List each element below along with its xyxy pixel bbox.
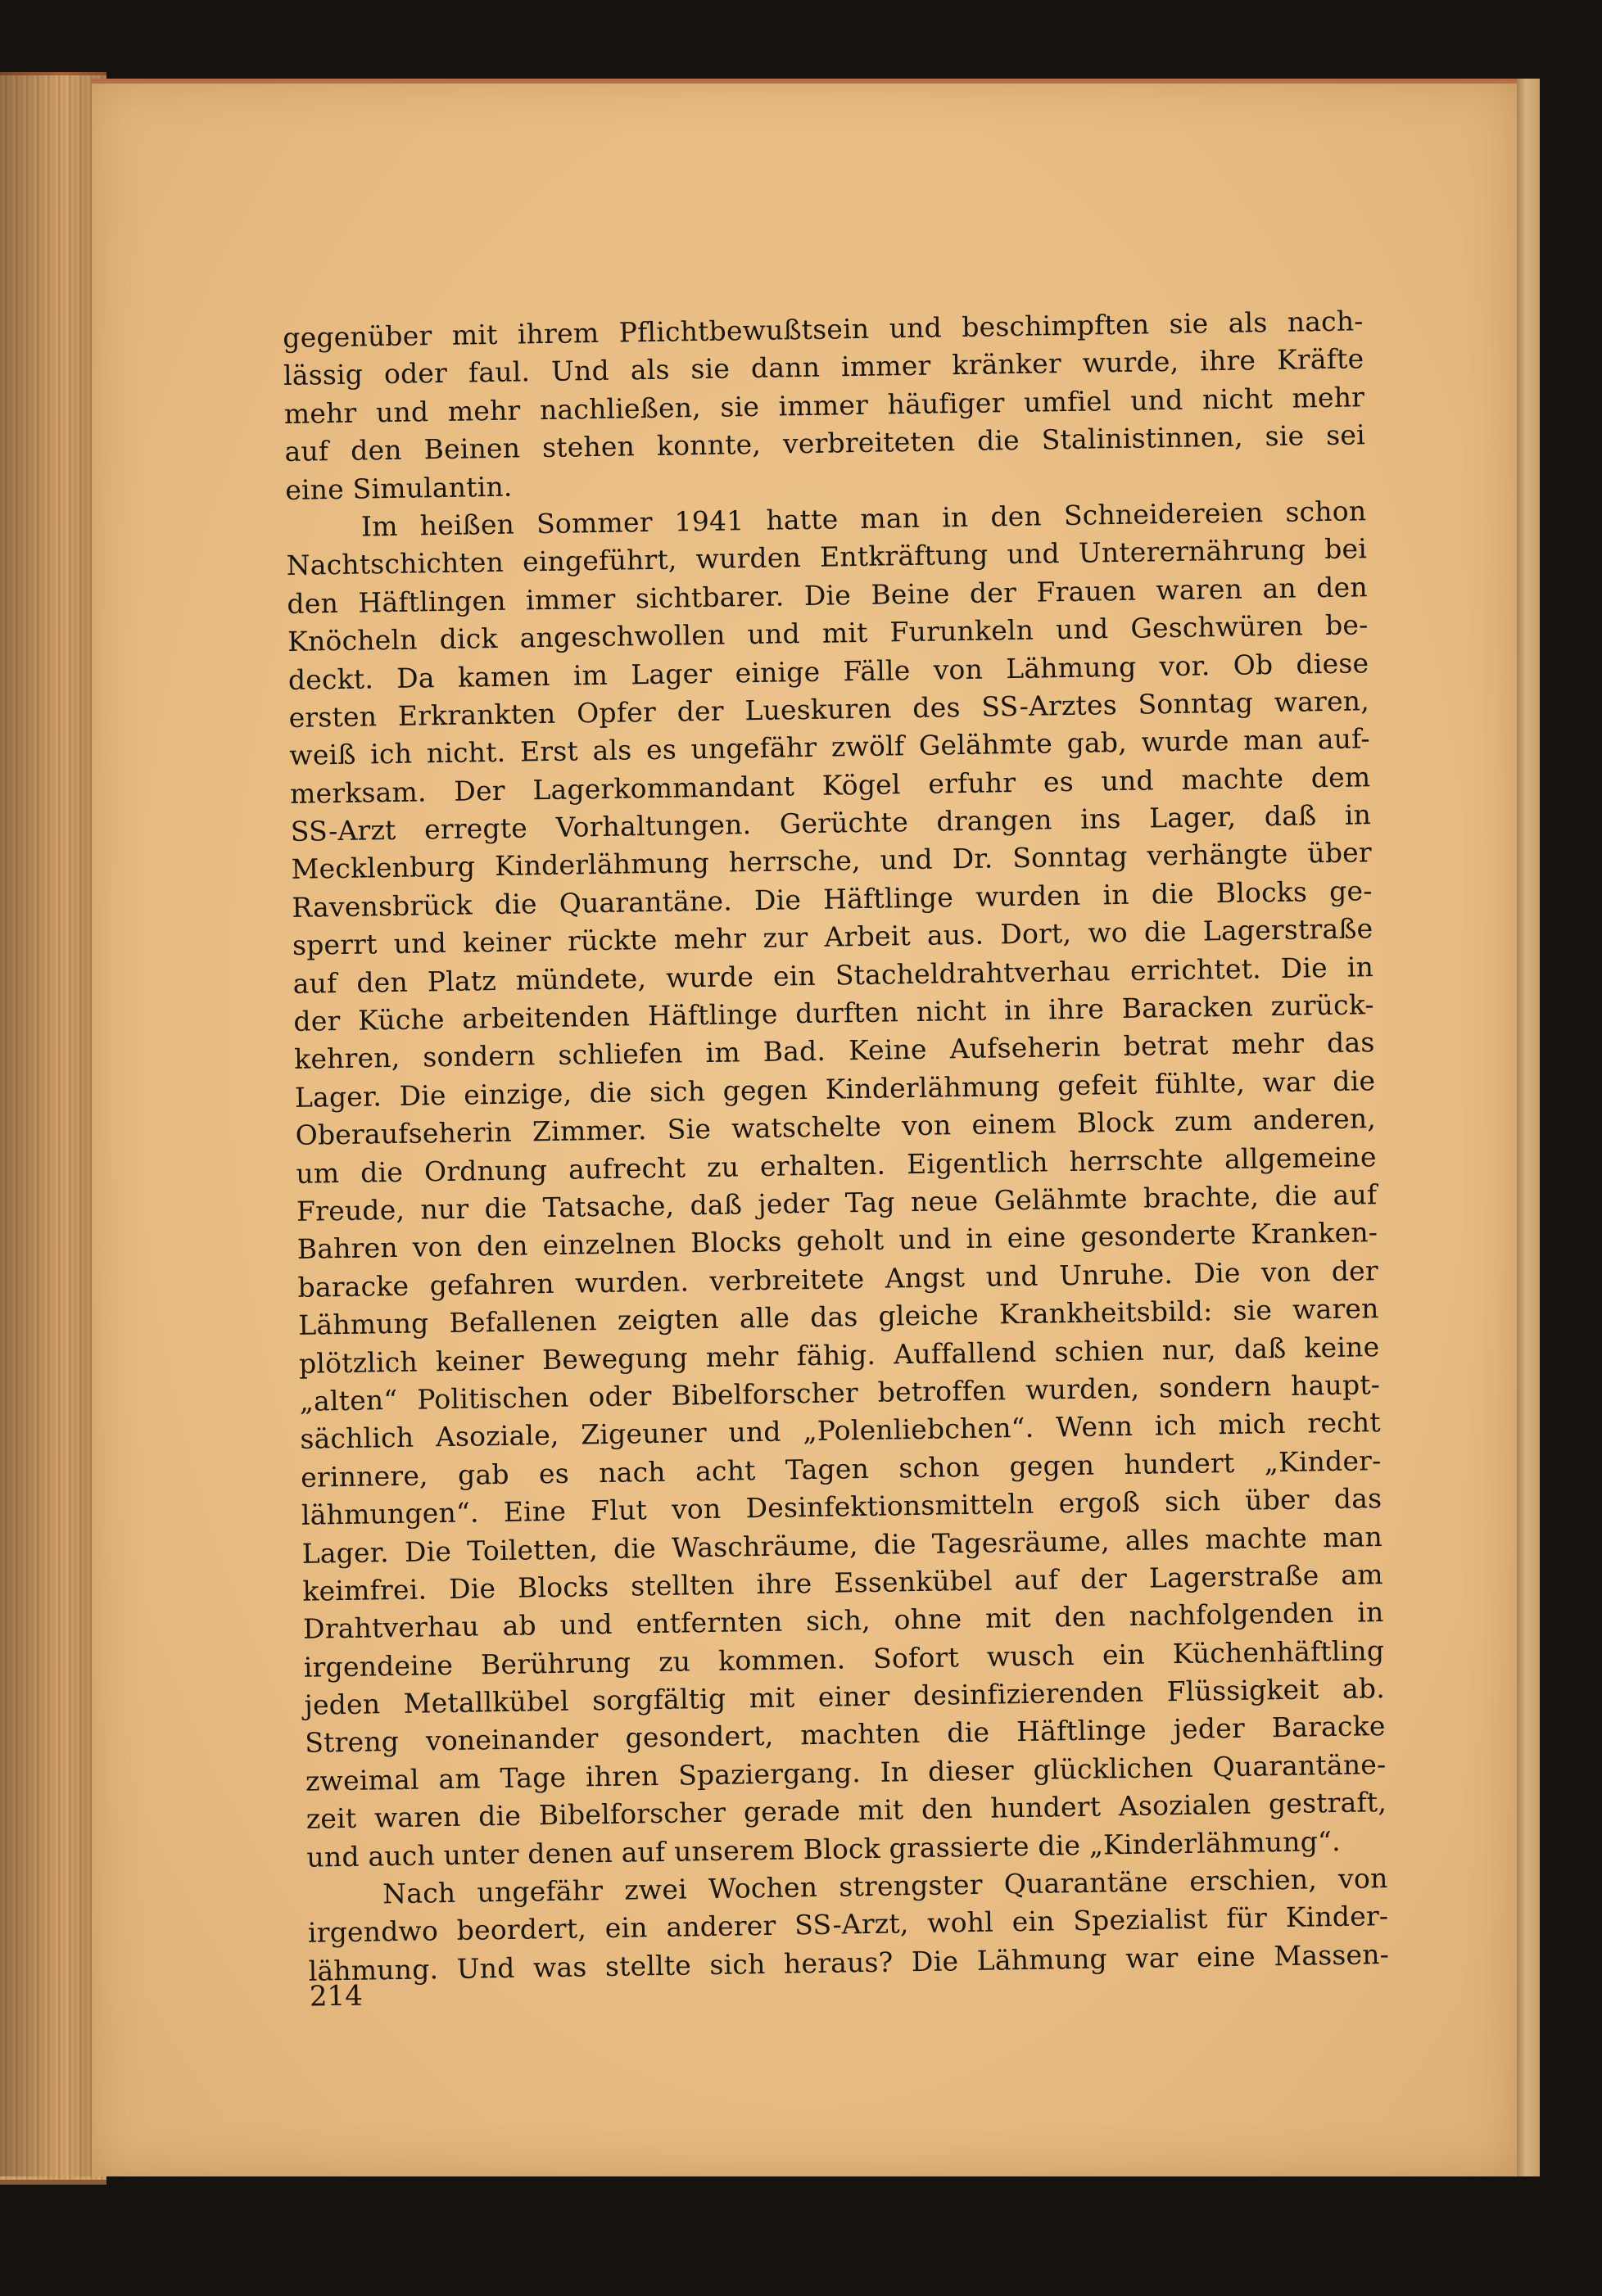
text-line: Bahren von den einzelnen Blocks geholt und in eine gesonderte Kranken- [296, 1216, 1378, 1266]
text-line: Lähmung Befallenen zeigten alle das gleiche Krankheitsbild: sie waren [297, 1292, 1379, 1342]
text-line: sperrt und keiner rückte mehr zur Arbeit aus. Dort, wo die Lagerstraße [292, 912, 1373, 962]
text-line: der Küche arbeitenden Häftlinge durften nicht in ihre Baracken zurück- [293, 988, 1375, 1037]
text-line: zeit waren die Bibelforscher gerade mit den hundert Asozialen gestraft, [305, 1786, 1387, 1836]
body-text [283, 302, 1390, 1991]
text-line: Lager. Die Toiletten, die Waschräume, die Tagesräume, alles machte man [301, 1520, 1383, 1570]
text-line: deckt. Da kamen im Lager einige Fälle von Lähmung vor. Ob diese [287, 646, 1369, 696]
text-line: jeden Metallkübel sorgfältig mit einer desinfizierenden Flüssigkeit ab. [304, 1672, 1386, 1721]
text-line: um die Ordnung aufrecht zu erhalten. Eigentlich herrschte allgemeine [296, 1140, 1377, 1190]
text-line: Im heißen Sommer 1941 hatte man in den Schneidereien schon [360, 495, 1367, 543]
text-line: merksam. Der Lagerkommandant Kögel erfuhr es und machte dem [289, 760, 1371, 810]
text-line: kehren, sondern schliefen im Bad. Keine Aufseherin betrat mehr das [293, 1026, 1375, 1076]
text-line: baracke gefahren wurden. verbreitete Angst und Unruhe. Die von der [297, 1254, 1379, 1304]
text-line: Freude, nur die Tatsache, daß jeder Tag neue Gelähmte brachte, die auf [296, 1178, 1378, 1227]
text-line: den Häftlingen immer sichtbarer. Die Beine der Frauen waren an den [287, 570, 1369, 620]
text-line: Streng voneinander gesondert, machten die Häftlinge jeder Baracke [305, 1710, 1386, 1760]
text-line: Drahtverhau ab und entfernten sich, ohne mit den nachfolgenden in [302, 1596, 1384, 1646]
text-line: irgendwo beordert, ein anderer SS-Arzt, wohl ein Spezialist für Kinder- [307, 1900, 1389, 1950]
text-line: „alten“ Politischen oder Bibelforscher betroffen wurden, sondern haupt- [299, 1368, 1381, 1417]
text-line: sächlich Asoziale, Zigeuner und „Polenliebchen“. Wenn ich mich recht [300, 1406, 1382, 1456]
text-line: Nachtschichten eingeführt, wurden Entkräftung und Unterernährung bei [286, 532, 1368, 582]
text-line: Nach ungefähr zwei Wochen strengster Quarantäne erschien, von [382, 1862, 1388, 1910]
page-top-edge [92, 79, 1517, 84]
text-line: SS-Arzt erregte Vorhaltungen. Gerüchte drangen ins Lager, daß in [290, 798, 1372, 847]
text-line: gegenüber mit ihrem Pflichtbewußtsein und beschimpften sie als nach- [283, 305, 1364, 354]
text-line: eine Simulantin. [284, 470, 513, 506]
text-line: lähmung. Und was stellte sich heraus? Die Lähmung war eine Massen- [308, 1937, 1390, 1987]
text-line: plötzlich keiner Bewegung mehr fähig. Auffallend schien nur, daß keine [298, 1330, 1380, 1380]
text-line: Knöcheln dick angeschwollen und mit Furunkeln und Geschwüren be- [287, 608, 1369, 658]
text-line: mehr und mehr nachließen, sie immer häufiger umfiel und nicht mehr [283, 381, 1365, 430]
text-line: Mecklenburg Kinderlähmung herrsche, und Dr. Sonntag verhängte über [291, 836, 1373, 886]
text-line: erinnere, gab es nach acht Tagen schon gegen hundert „Kinder- [300, 1444, 1382, 1494]
next-page-edge [1517, 79, 1540, 2176]
text-line: lässig oder faul. Und als sie dann immer kränker wurde, ihre Kräfte [283, 342, 1364, 392]
page-number: 214 [309, 1979, 364, 2014]
text-line: zweimal am Tage ihren Spaziergang. In dieser glücklichen Quarantäne- [305, 1747, 1387, 1797]
text-line: keimfrei. Die Blocks stellten ihre Essenkübel auf der Lagerstraße am [302, 1557, 1383, 1607]
page-stack-shadow [0, 72, 106, 2176]
text-line: auf den Beinen stehen konnte, verbreiteten die Stalinistinnen, sie sei [284, 418, 1366, 468]
text-line: Lager. Die einzige, die sich gegen Kinderlähmung gefeit fühlte, war die [294, 1064, 1376, 1114]
text-line: Oberaufseherin Zimmer. Sie watschelte von einem Block zum anderen, [295, 1102, 1377, 1152]
text-line: auf den Platz mündete, wurde ein Stacheldrahtverhau errichtet. Die in [292, 950, 1374, 1000]
text-line: ersten Erkrankten Opfer der Lueskuren des SS-Arztes Sonntag waren, [288, 685, 1370, 734]
text-line: irgendeine Berührung zu kommen. Sofort wusch ein Küchenhäftling [303, 1634, 1385, 1684]
text-line: weiß ich nicht. Erst als es ungefähr zwölf Gelähmte gab, wurde man auf- [289, 722, 1370, 772]
text-line: Ravensbrück die Quarantäne. Die Häftlinge wurden in die Blocks ge- [291, 875, 1373, 924]
text-line: lähmungen“. Eine Flut von Desinfektionsmitteln ergoß sich über das [301, 1482, 1383, 1531]
text-line: und auch unter denen auf unserem Block grassierte die „Kinderlähmung“. [306, 1824, 1342, 1873]
